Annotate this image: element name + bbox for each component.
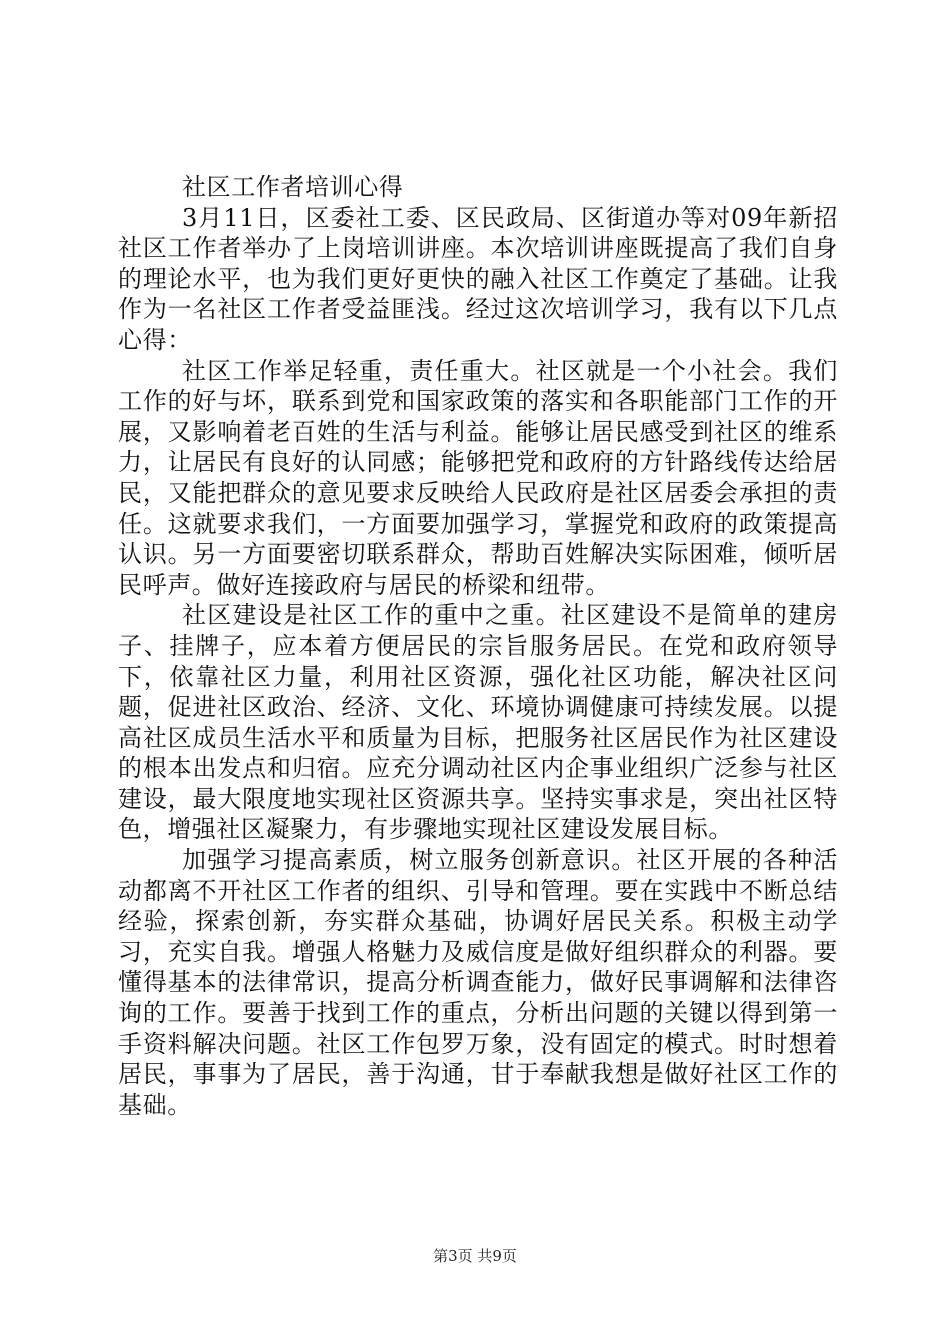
page-footer	[0, 1246, 950, 1266]
paragraph-1: 3月11日，区委社工委、区民政局、区街道办等对09年新招社区工作者举办了上岗培训讲座。本次培训讲座既提高了我们自身的理论水平，也为我们更好更快的融入社区工作奠定了基础。让我作为一名社区工作者受益匪浅。经过这次培训学习，我有以下几点心得：	[118, 203, 838, 354]
paragraph-4: 加强学习提高素质，树立服务创新意识。社区开展的各种活动都离不开社区工作者的组织、引导和管理。要在实践中不断总结经验，探索创新，夯实群众基础，协调好居民关系。积极主动学习，充实自我。增强人格魅力及威信度是做好组织群众的利器。要懂得基本的法律常识，提高分析调查能力，做好民事调解和法律咨询的工作。要善于找到工作的重点，分析出问题的关键以得到第一手资料解决问题。社区工作包罗万象，没有固定的模式。时时想着居民，事事为了居民，善于沟通，甘于奉献我想是做好社区工作的基础。	[118, 846, 838, 1119]
document-body	[118, 172, 838, 1120]
paragraph-2: 社区工作举足轻重，责任重大。社区就是一个小社会。我们工作的好与坏，联系到党和国家政策的落实和各职能部门工作的开展，又影响着老百姓的生活与利益。能够让居民感受到社区的维系力，让居民有良好的认同感；能够把党和政府的方针路线传达给居民，又能把群众的意见要求反映给人民政府是社区居委会承担的责任。这就要求我们，一方面要加强学习，掌握党和政府的政策提高认识。另一方面要密切联系群众，帮助百姓解决实际困难，倾听居民呼声。做好连接政府与居民的桥梁和纽带。	[118, 356, 838, 599]
page-indicator: 第3页 共9页	[433, 1247, 517, 1265]
document-title: 社区工作者培训心得	[182, 173, 404, 201]
paragraph-3: 社区建设是社区工作的重中之重。社区建设不是简单的建房子、挂牌子，应本着方便居民的宗旨服务居民。在党和政府领导下，依靠社区力量，利用社区资源，强化社区功能，解决社区问题，促进社区政治、经济、文化、环境协调健康可持续发展。以提高社区成员生活水平和质量为目标，把服务社区居民作为社区建设的根本出发点和归宿。应充分调动社区内企事业组织广泛参与社区建设，最大限度地实现社区资源共享。坚持实事求是，突出社区特色，增强社区凝聚力，有步骤地实现社区建设发展目标。	[118, 601, 838, 844]
